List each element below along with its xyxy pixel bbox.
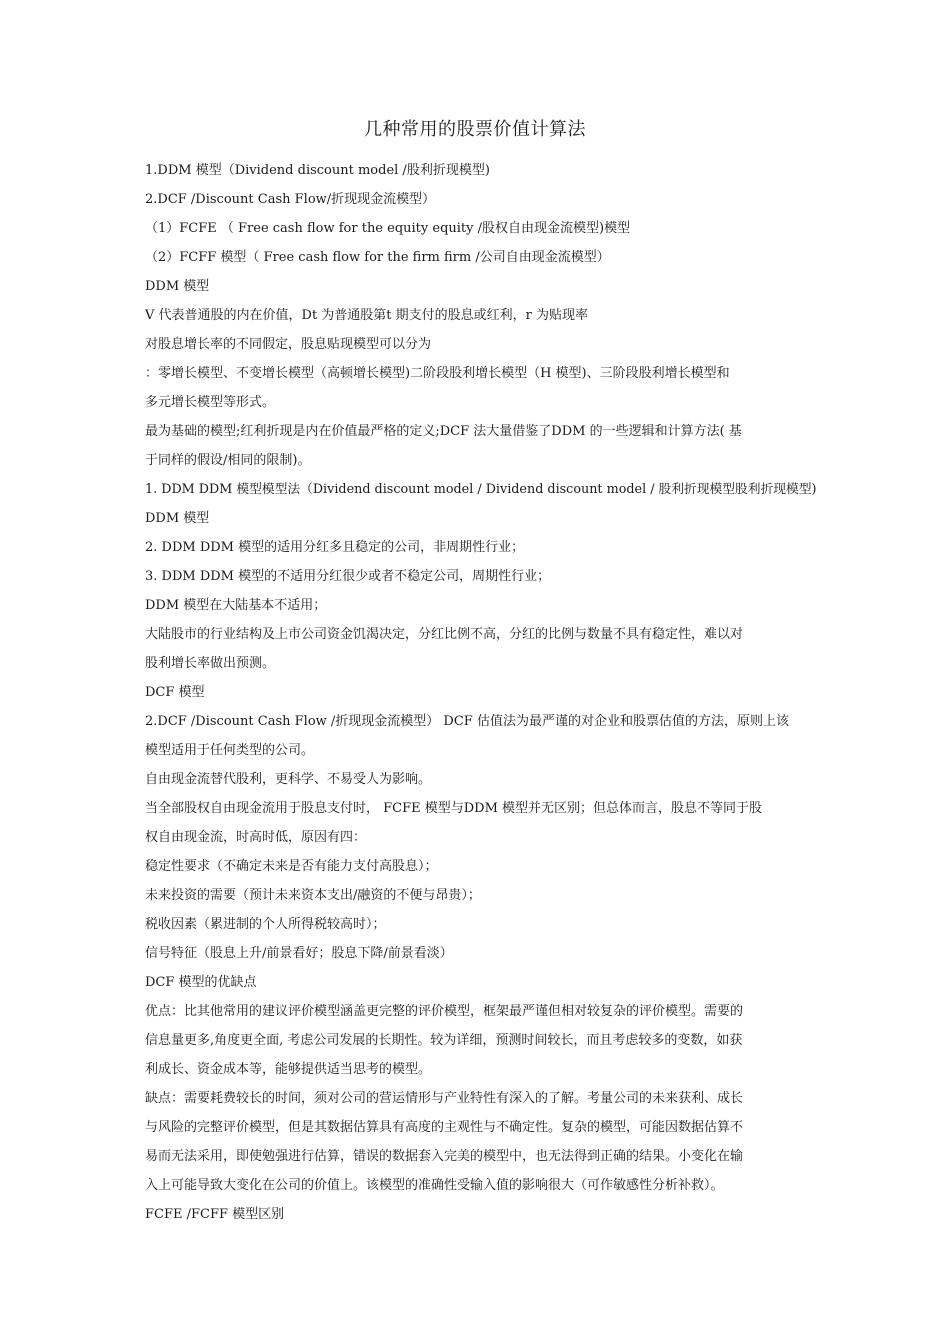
document-title: 几种常用的股票价值计算法 <box>364 119 586 140</box>
text-line: 1. DDM DDM 模型模型法（Dividend discount model / Dividend discount model / 股利折现模型股利折现模型) <box>145 482 817 497</box>
text-line: DDM 模型 <box>145 279 210 294</box>
text-line: （1）FCFE （ Free cash flow for the equity equity /股权自由现金流模型)模型 <box>145 221 631 236</box>
text-line: 2. DDM DDM 模型的适用分红多且稳定的公司，非周期性行业； <box>145 540 525 555</box>
text-line: （2）FCFF 模型（ Free cash flow for the firm firm /公司自由现金流模型） <box>145 250 610 265</box>
text-line: 大陆股市的行业结构及上市公司资金饥渴决定，分红比例不高，分红的比例与数量不具有稳定性，难以对 <box>145 627 744 642</box>
text-line: 易而无法采用，即使勉强进行估算，错误的数据套入完美的模型中，也无法得到正确的结果。小变化在输 <box>145 1149 744 1164</box>
text-line: 缺点：需要耗费较长的时间，须对公司的营运情形与产业特性有深入的了解。考量公司的未来获利、成长 <box>145 1091 744 1106</box>
text-line: 权自由现金流，时高时低，原因有四： <box>145 830 367 845</box>
text-line: 1.DDM 模型（Dividend discount model /股利折现模型) <box>145 163 490 178</box>
text-line: 优点：比其他常用的建议评价模型涵盖更完整的评价模型，框架最严谨但相对较复杂的评价模型。需要的 <box>145 1004 744 1019</box>
text-line: 信息量更多,角度更全面, 考虑公司发展的长期性。较为详细，预测时间较长，而且考虑较多的变数，如获 <box>145 1033 743 1048</box>
text-line: 模型适用于任何类型的公司。 <box>145 743 315 758</box>
text-line: V 代表普通股的内在价值，Dt 为普通股第t 期支付的股息或红利，r 为贴现率 <box>145 308 589 323</box>
text-line: 于同样的假设/相同的限制)。 <box>145 453 311 468</box>
text-line: 自由现金流替代股利，更科学、不易受人为影响。 <box>145 772 432 787</box>
text-line: 2.DCF /Discount Cash Flow/折现现金流模型） <box>145 192 436 207</box>
text-line: 对股息增长率的不同假定，股息贴现模型可以分为 <box>145 337 432 352</box>
text-line: 未来投资的需要（预计未来资本支出/融资的不便与昂贵）； <box>145 888 481 903</box>
text-line: 利成长、资金成本等，能够提供适当思考的模型。 <box>145 1062 432 1077</box>
text-line: 2.DCF /Discount Cash Flow /折现现金流模型） DCF 估值法为最严谨的对企业和股票估值的方法，原则上该 <box>145 714 789 729</box>
text-line: 与风险的完整评价模型，但是其数据估算具有高度的主观性与不确定性。复杂的模型，可能因数据估算不 <box>145 1120 744 1135</box>
text-line: 税收因素（累进制的个人所得税较高时）； <box>145 917 386 932</box>
text-line: 稳定性要求（不确定未来是否有能力支付高股息）； <box>145 859 438 874</box>
text-line: DDM 模型在大陆基本不适用； <box>145 598 327 613</box>
text-line: DCF 模型 <box>145 685 205 700</box>
text-line: 入上可能导致大变化在公司的价值上。该模型的准确性受输入值的影响很大（可作敏感性分析补救）。 <box>145 1178 724 1193</box>
document-body <box>145 156 820 1229</box>
text-line: ：零增长模型、不变增长模型（高顿增长模型)二阶段股利增长模型（H 模型)、三阶段股利增长模型和 <box>145 366 730 381</box>
text-line: 多元增长模型等形式。 <box>145 395 276 410</box>
text-line: 信号特征（股息上升/前景看好；股息下降/前景看淡） <box>145 946 453 961</box>
text-line: DDM 模型 <box>145 511 210 526</box>
text-line: DCF 模型的优缺点 <box>145 975 257 990</box>
text-line: FCFE /FCFF 模型区别 <box>145 1207 285 1222</box>
text-line: 股利增长率做出预测。 <box>145 656 276 671</box>
text-line: 3. DDM DDM 模型的不适用分红很少或者不稳定公司，周期性行业； <box>145 569 551 584</box>
text-line: 当全部股权自由现金流用于股息支付时， FCFE 模型与DDM 模型并无区别；但总体而言，股息不等同于股 <box>145 801 763 816</box>
text-line: 最为基础的模型;红利折现是内在价值最严格的定义;DCF 法大量借鉴了DDM 的一些逻辑和计算方法( 基 <box>145 424 742 439</box>
